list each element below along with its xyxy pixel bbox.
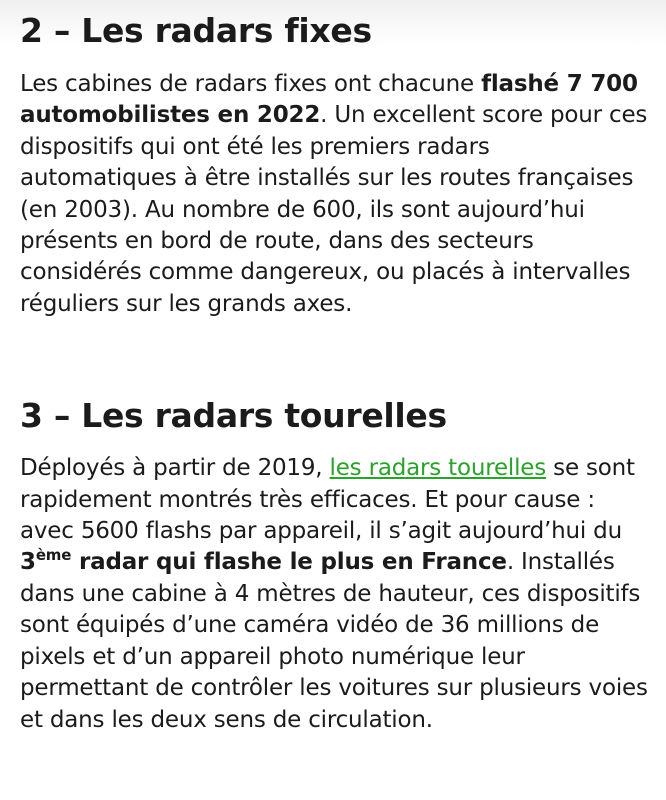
section-title: 3 – Les radars tourelles [20,396,447,436]
radars-tourelles-link[interactable]: les radars tourelles [329,455,547,482]
paragraph-text: se sont rapidement montrés très efficaces. Et pour cause : avec 5600 flashs par appareil, il s’agit aujourd’hui du [20,455,635,545]
paragraph-text: Les cabines de radars fixes ont chacune [20,71,482,97]
paragraph-bold-text: flashé 7 700 automobilistes en 2022 [20,71,638,129]
section-paragraph [20,453,650,736]
section-radars-fixes [20,8,650,320]
paragraph-bold-text [20,546,507,576]
bold-number: 3 [20,549,36,576]
section-title: 2 – Les radars fixes [20,11,372,50]
paragraph-text: Déployés à partir de 2019, [20,455,330,482]
superscript-text: ème [35,546,72,565]
paragraph-text: . Installés dans une cabine à 4 mètres de hauteur, ces dispositifs sont équipés d’une caméra vidéo de 36 millions de pixels et d’un appareil photo numérique leur permettant de contrôler les voitures sur plusieurs voies et dans les deux sens de circulation. [20,549,648,733]
section-paragraph [20,69,650,320]
bold-rest-text: radar qui flashe le plus en France [71,549,507,576]
paragraph-text: . Un excellent score pour ces dispositifs qui ont été les premiers radars automatiques à être installés sur les routes françaises (en 2003). Au nombre de 600, ils sont aujourd’hui présents en bord de route, dans des secteurs considérés comme dangereux, ou placés à intervalles réguliers sur les grands axes. [20,102,648,317]
section-radars-tourelles [20,393,650,736]
